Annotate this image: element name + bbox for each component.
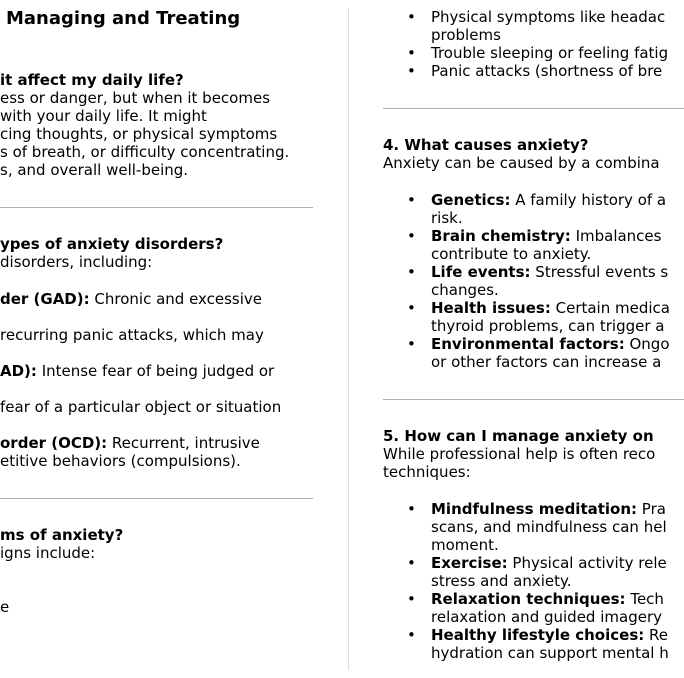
list-item-text: recurring panic attacks, which may <box>0 326 264 344</box>
section-4-heading: ms of anxiety? <box>0 526 124 544</box>
list-item: • Genetics: A family history of a <box>407 191 667 209</box>
list-item-continuation: scans, and mindfulness can hel <box>431 518 667 536</box>
list-item <box>0 362 274 380</box>
list-item: • Brain chemistry: Imbalances <box>407 227 662 245</box>
list-item-continuation: etitive behaviors (compulsions). <box>0 452 241 470</box>
list-item: • Mindfulness meditation: Pra <box>407 500 666 518</box>
bullet-icon: • <box>407 554 416 572</box>
list-item-continuation: risk. <box>431 209 463 227</box>
list-item: • Health issues: Certain medica <box>407 299 670 317</box>
list-item-continuation: changes. <box>431 281 499 299</box>
list-item-continuation: contribute to anxiety. <box>431 245 592 263</box>
section-divider <box>0 498 313 499</box>
list-item-continuation: problems <box>431 26 501 44</box>
list-item: e <box>0 598 10 616</box>
section-2-line: cing thoughts, or physical symptoms <box>0 125 278 143</box>
list-item <box>0 434 260 452</box>
section-3-heading: ypes of anxiety disorders? <box>0 235 224 253</box>
section-2-line: s, and overall well-being. <box>0 161 189 179</box>
list-item <box>0 290 262 308</box>
section-4-intro: Anxiety can be caused by a combina <box>383 154 660 172</box>
list-item: • Panic attacks (shortness of bre <box>407 62 663 80</box>
list-item-continuation: stress and anxiety. <box>431 572 572 590</box>
list-item: • Life events: Stressful events s <box>407 263 669 281</box>
list-item-text: Recurrent, intrusive <box>107 434 260 452</box>
section-3-intro: disorders, including: <box>0 253 153 271</box>
list-item-text: fear of a particular object or situation <box>0 398 282 416</box>
section-divider <box>0 207 313 208</box>
bullet-icon: • <box>407 500 416 518</box>
list-item: • Exercise: Physical activity rele <box>407 554 667 572</box>
bullet-icon: • <box>407 626 416 644</box>
section-5-intro: techniques: <box>383 463 471 481</box>
list-item-continuation: hydration can support mental h <box>431 644 669 662</box>
list-item-continuation: thyroid problems, can trigger a <box>431 317 665 335</box>
column-divider <box>348 8 349 670</box>
section-divider <box>383 399 684 400</box>
list-item-text: Chronic and excessive <box>89 290 263 308</box>
list-item-bold: der (GAD): <box>0 290 90 308</box>
list-item <box>0 326 264 344</box>
page-title-fragment: Managing and Treating <box>6 8 241 29</box>
left-column <box>0 0 318 678</box>
bullet-icon: • <box>407 8 416 26</box>
list-item-bold: order (OCD): <box>0 434 108 452</box>
bullet-icon: • <box>407 335 416 353</box>
list-item-continuation: moment. <box>431 536 499 554</box>
bullet-icon: • <box>407 191 416 209</box>
section-4-heading: 4. What causes anxiety? <box>383 136 589 154</box>
bullet-icon: • <box>407 44 416 62</box>
section-2-line: with your daily life. It might <box>0 107 207 125</box>
bullet-icon: • <box>407 62 416 80</box>
section-2-line: s of breath, or difficulty concentrating. <box>0 143 290 161</box>
list-item <box>0 398 281 416</box>
section-divider <box>383 108 684 109</box>
list-item-bold: AD): <box>0 362 37 380</box>
list-item: • Trouble sleeping or feeling fatig <box>407 44 669 62</box>
bullet-icon: • <box>407 263 416 281</box>
list-item-continuation: relaxation and guided imagery <box>431 608 662 626</box>
bullet-icon: • <box>407 299 416 317</box>
bullet-icon: • <box>407 227 416 245</box>
list-item-continuation: or other factors can increase a <box>431 353 662 371</box>
section-4-intro: igns include: <box>0 544 96 562</box>
bullet-icon: • <box>407 590 416 608</box>
list-item: • Healthy lifestyle choices: Re <box>407 626 668 644</box>
list-item: • Relaxation techniques: Tech <box>407 590 664 608</box>
list-item-text: Intense fear of being judged or <box>36 362 275 380</box>
section-2-heading: it affect my daily life? <box>0 71 184 89</box>
list-item: • Environmental factors: Ongo <box>407 335 670 353</box>
section-5-heading: 5. How can I manage anxiety on <box>383 427 654 445</box>
right-column <box>383 0 684 678</box>
list-item: • Physical symptoms like headac <box>407 8 666 26</box>
section-5-intro: While professional help is often reco <box>383 445 656 463</box>
section-2-line: ess or danger, but when it becomes <box>0 89 271 107</box>
